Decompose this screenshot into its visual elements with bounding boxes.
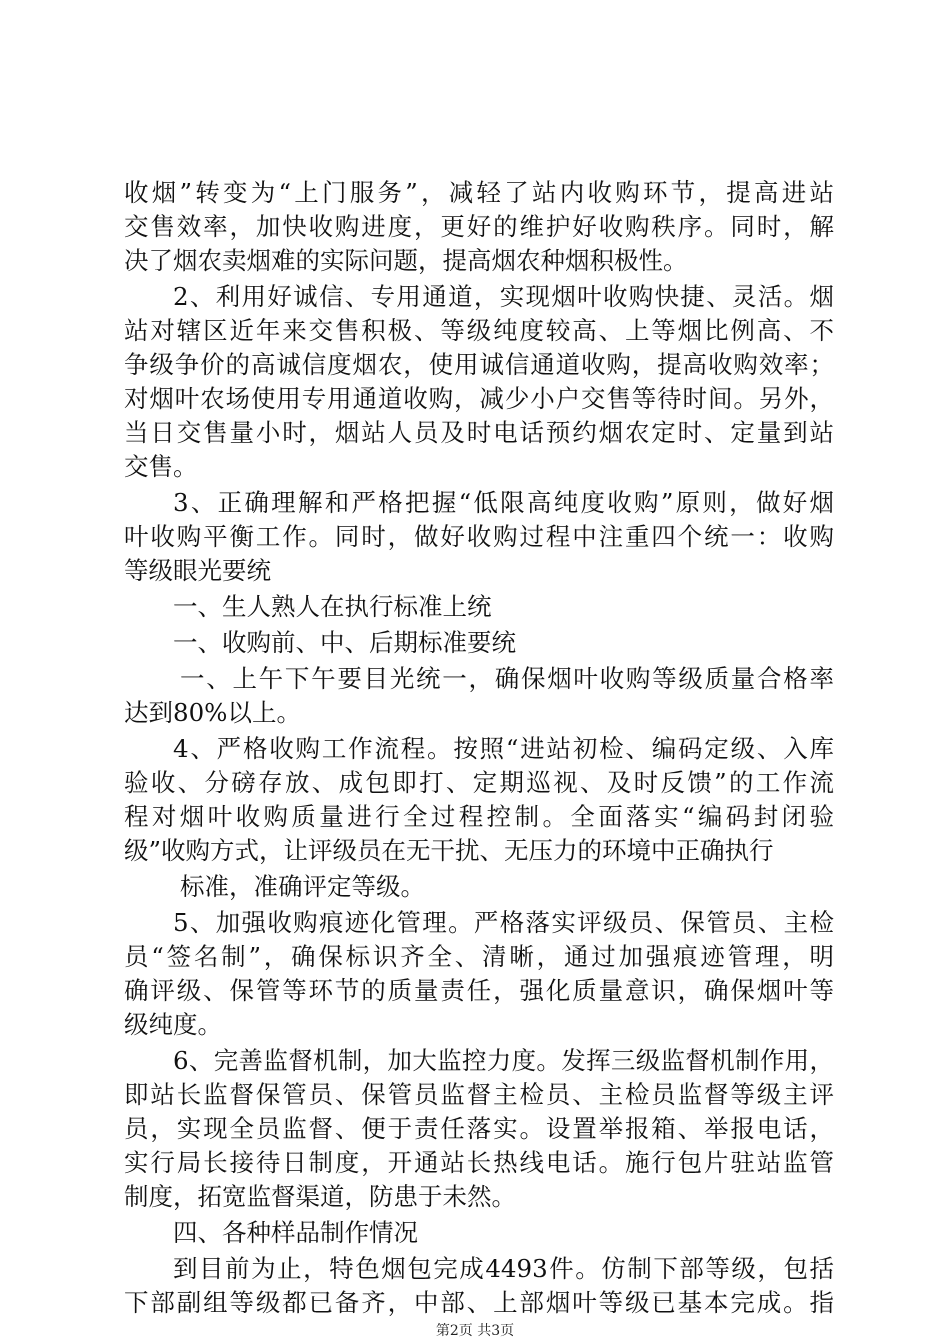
- text-line: 员“签名制”，确保标识齐全、清晰，通过加强痕迹管理，明: [124, 942, 834, 971]
- text-line: 验收、分磅存放、成包即打、定期巡视、及时反馈”的工作流: [124, 768, 834, 797]
- text-line: 实行局长接待日制度，开通站长热线电话。施行包片驻站监管: [124, 1148, 834, 1177]
- text-line: 到目前为止，特色烟包完成4493件。仿制下部等级，包括: [173, 1254, 834, 1283]
- text-line: 对烟叶农场使用专用通道收购，减少小户交售等待时间。另外，: [124, 384, 834, 413]
- text-line: 站对辖区近年来交售积极、等级纯度较高、上等烟比例高、不: [124, 316, 834, 345]
- page-footer: 第2页 共3页: [435, 1323, 515, 1339]
- text-line: 级纯度。: [124, 1010, 222, 1039]
- text-line: 下部副组等级都已备齐，中部、上部烟叶等级已基本完成。指: [124, 1288, 834, 1317]
- text-line: 等级眼光要统: [124, 556, 271, 585]
- text-line: 收烟”转变为“上门服务”，减轻了站内收购环节，提高进站: [124, 178, 834, 207]
- text-line: 3、正确理解和严格把握“低限高纯度收购”原则，做好烟: [173, 488, 834, 517]
- text-line: 制度，拓宽监督渠道，防患于未然。: [124, 1182, 516, 1211]
- text-line: 争级争价的高诚信度烟农，使用诚信通道收购，提高收购效率；: [124, 350, 834, 379]
- text-line: 6、完善监督机制，加大监控力度。发挥三级监督机制作用，: [173, 1046, 834, 1075]
- text-line: 达到80%以上。: [124, 698, 301, 727]
- section-heading: 四、各种样品制作情况: [173, 1218, 418, 1247]
- text-line: 5、加强收购痕迹化管理。严格落实评级员、保管员、主检: [173, 908, 834, 937]
- text-line: 一、生人熟人在执行标准上统: [173, 592, 492, 621]
- text-line: 员，实现全员监督、便于责任落实。设置举报箱、举报电话，: [124, 1114, 834, 1143]
- text-line: 2、利用好诚信、专用通道，实现烟叶收购快捷、灵活。烟: [173, 282, 834, 311]
- text-line: 叶收购平衡工作。同时，做好收购过程中注重四个统一：收购: [124, 522, 834, 551]
- text-line: 一、收购前、中、后期标准要统: [173, 628, 516, 657]
- text-line: 即站长监督保管员、保管员监督主检员、主检员监督等级主评: [124, 1080, 834, 1109]
- text-line: 决了烟农卖烟难的实际问题，提高烟农种烟积极性。: [124, 246, 688, 275]
- text-line: 交售效率，加快收购进度，更好的维护好收购秩序。同时，解: [124, 212, 834, 241]
- text-line: 标准，准确评定等级。: [180, 872, 425, 901]
- text-line: 4、严格收购工作流程。按照“进站初检、编码定级、入库: [173, 734, 834, 763]
- text-line: 交售。: [124, 452, 198, 481]
- text-line: 级”收购方式，让评级员在无干扰、无压力的环境中正确执行: [124, 836, 774, 865]
- text-line: 程对烟叶收购质量进行全过程控制。全面落实“编码封闭验: [124, 802, 834, 831]
- text-line: 一、上午下午要目光统一，确保烟叶收购等级质量合格率: [180, 664, 834, 693]
- text-line: 确评级、保管等环节的质量责任，强化质量意识，确保烟叶等: [124, 976, 834, 1005]
- text-line: 当日交售量小时，烟站人员及时电话预约烟农定时、定量到站: [124, 418, 834, 447]
